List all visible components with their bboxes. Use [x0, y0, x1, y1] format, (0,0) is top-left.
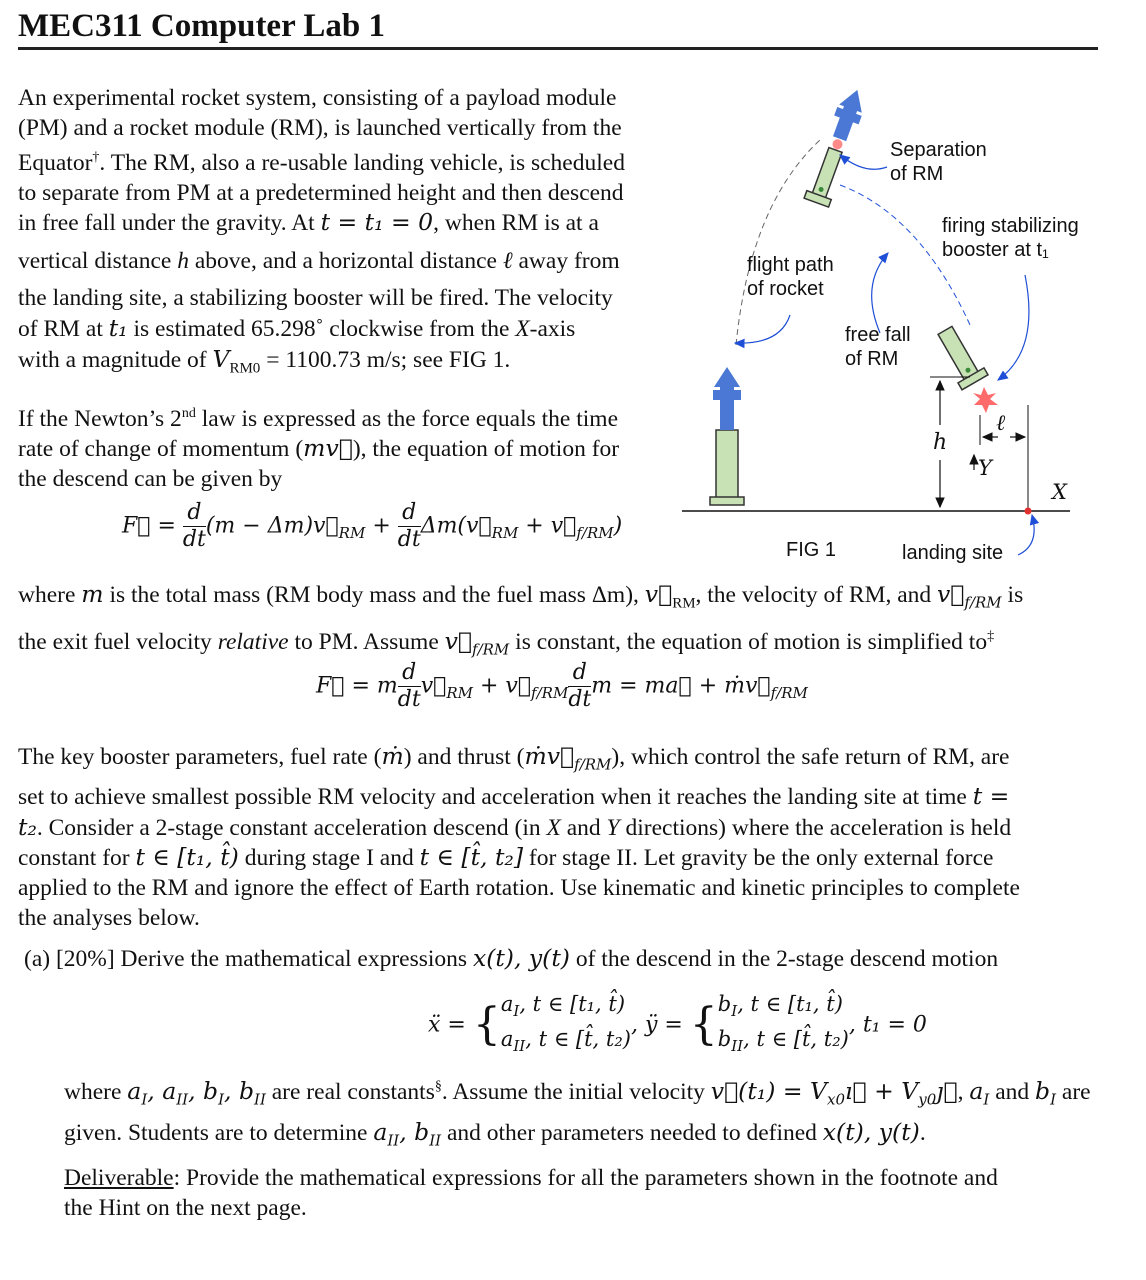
deliverable-paragraph: [64, 1164, 1098, 1223]
deliverable-label: Deliverable: [64, 1165, 174, 1191]
label-landing-site: landing site: [902, 542, 1004, 564]
label-x: X: [1052, 480, 1067, 504]
key-paragraph: [18, 742, 1096, 933]
fraction-d-dt: $\frac{d}{dt}$: [397, 660, 421, 712]
key-line: applied to the RM and ignore the effect of Earth rotation. Use kinematic and kinetic principles to complete: [18, 875, 1020, 902]
key-line: set to achieve smallest possible RM velocity and acceleration when it reaches the landing site at time t =: [18, 782, 1010, 811]
intro-line: with a magnitude of $V_{RM0} = 1100.73$ m/s; see FIG 1.: [18, 344, 511, 377]
arrow-landing: [1018, 515, 1034, 555]
equation-momentum: F⃗ = $\frac{d}{dt}$ $(m - \Delta m)v⃗_{RM}$ + $\frac{d}{dt}$ $\Delta m(v⃗_{RM}$ + $v⃗_{f/RM}$): [122, 500, 623, 552]
deliverable-line: Deliverable: Provide the mathematical expressions for all the parameters shown in the footnote and: [64, 1165, 998, 1191]
page-title: MEC311 Computer Lab 1: [18, 8, 385, 44]
intro-line: (PM) and a rocket module (RM), is launched vertically from the: [18, 114, 622, 141]
intro-line: An experimental rocket system, consisting of a payload module: [18, 85, 617, 111]
fraction-d-dt: $\frac{d}{dt}$: [397, 500, 421, 552]
newton-line: the descend can be given by: [18, 466, 283, 493]
label-y: Y: [978, 456, 992, 480]
intro-line: Equator†. The RM, also a re-usable landing vehicle, is scheduled: [18, 150, 625, 177]
intro-paragraph: [18, 84, 670, 384]
intro-line: in free fall under the gravity. At t = t₁ = 0, when RM is at a: [18, 208, 599, 237]
descending-rm: [932, 323, 988, 390]
key-line: t₂. Consider a 2-stage constant acceleration descend (in X and Y directions) where the acceleration is held: [18, 812, 1012, 841]
equation-simplified: F⃗ = m $\frac{d}{dt}$ $v⃗_{RM}$ + $v⃗_{f/RM}$ $\frac{d}{dt}$ m = ma⃗ + $ṁv⃗_{f/RM}$: [316, 660, 808, 712]
part-a-line: where $a_I$, $a_{II}$, $b_I$, $b_{II}$ are real constants§. Assume the initial velocity v⃗(t₁) = $V_{x0}ı⃗$ + $V_{y0}ȷ⃗$, $a_I$ and $b_I$ are: [64, 1076, 1091, 1109]
arrow-free-fall: [872, 253, 888, 333]
part-a-heading: (a) [20%] Derive the mathematical expressions x(t), y(t) of the descend in the 2-stage descend motion: [24, 944, 999, 972]
part-a-where: [64, 1072, 1098, 1156]
label-firing-booster: firing stabilizing booster at t₁: [942, 215, 1079, 261]
key-line: the analyses below.: [18, 904, 200, 931]
booster-flame: [973, 387, 998, 413]
separated-rocket: [804, 85, 869, 207]
fraction-d-dt: $\frac{d}{dt}$: [568, 660, 592, 712]
deliverable-line: the Hint on the next page.: [64, 1194, 307, 1221]
arrow-separation: [840, 155, 887, 169]
part-a-line: given. Students are to determine $a_{II}$, $b_{II}$ and other parameters needed to defined x(t), y(t).: [64, 1118, 926, 1150]
newton-line: rate of change of momentum (mv⃗), the equation of motion for: [18, 434, 620, 463]
landing-point: [1025, 508, 1032, 515]
fig-caption: FIG 1: [786, 539, 837, 561]
newton-paragraph: [18, 399, 670, 495]
label-flight-path: flight path of rocket: [747, 254, 834, 300]
intro-line: to separate from PM at a predetermined height and then descend: [18, 179, 624, 206]
flight-path: [736, 140, 820, 345]
equation-piecewise: ẍ = { $a_I$, t ∈ [t₁, t̂) $a_{II}$, t ∈ [t̂, t₂) , ÿ = { $b_I$, t ∈ [t₁, t̂) $b_{II}$, t ∈ [t̂, t₂) , t₁ = 0: [428, 992, 927, 1056]
title-rule: [18, 47, 1098, 50]
fraction-d-dt: $\frac{d}{dt}$: [182, 500, 206, 552]
where-line: where m is the total mass (RM body mass and the fuel mass Δm), $v⃗_{RM}$, the velocity of RM, and $v⃗_{f/RM}$ is: [18, 580, 1024, 612]
key-line: constant for t ∈ [t₁, t̂) during stage I and t ∈ [t̂, t₂] for stage II. Let gravity be the only external force: [18, 843, 994, 872]
label-separation: Separation of RM: [890, 139, 987, 185]
key-line: The key booster parameters, fuel rate (ṁ) and thrust $(ṁv⃗_{f/RM})$, which control the safe return of RM, are: [18, 742, 1010, 774]
where-line: the exit fuel velocity relative to PM. Assume $v⃗_{f/RM}$ is constant, the equation of motion is simplified to‡: [18, 627, 995, 659]
label-free-fall: free fall of RM: [845, 324, 911, 370]
intro-line: the landing site, a stabilizing booster will be fired. The velocity: [18, 285, 613, 312]
intro-line: vertical distance h above, and a horizontal distance ℓ away from: [18, 247, 620, 274]
newton-line: If the Newton’s 2nd law is expressed as the force equals the time: [18, 405, 619, 432]
intro-line: of RM at t₁ is estimated 65.298˚ clockwise from the X-axis: [18, 313, 576, 342]
label-l: ℓ: [996, 411, 1006, 436]
label-h: h: [933, 430, 948, 455]
launch-rocket: [710, 367, 744, 505]
arrow-flight-path: [735, 315, 790, 343]
arrow-booster: [998, 275, 1029, 380]
where-paragraph: [18, 580, 1096, 665]
